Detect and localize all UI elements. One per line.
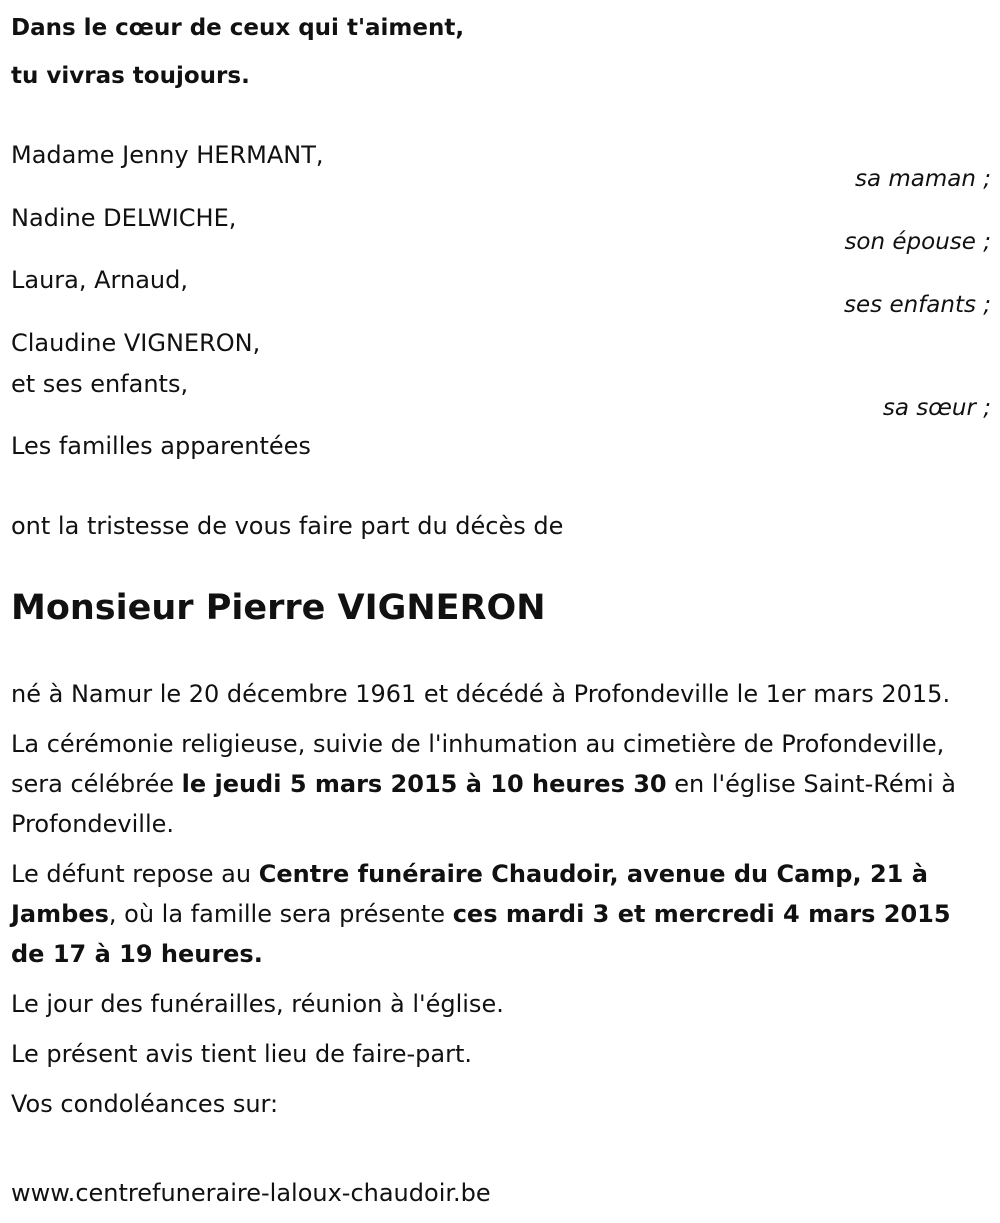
rest-dates: ces mardi 3 et mercredi 4 mars 2015 de 17 à 19 heures. (11, 900, 951, 968)
condolences-paragraph: Vos condoléances sur: (11, 1090, 279, 1118)
quote-line-1: Dans le cœur de ceux qui t'aiment, (11, 15, 465, 41)
birth-death-paragraph: né à Namur le 20 décembre 1961 et décédé à Profondeville le 1er mars 2015. (11, 680, 951, 708)
meeting-paragraph: Le jour des funérailles, réunion à l'église. (11, 990, 504, 1018)
family-relatives: Les familles apparentées (11, 432, 311, 460)
family-member-sister-children: et ses enfants, (11, 370, 189, 398)
family-role-hermant: sa maman ; (854, 166, 991, 192)
rest-text-mid: , où la famille sera présente (108, 900, 453, 928)
deceased-name: Monsieur Pierre VIGNERON (11, 588, 546, 628)
rest-text-pre: Le défunt repose au (11, 860, 259, 888)
ceremony-date: le jeudi 5 mars 2015 à 10 heures 30 (181, 770, 667, 798)
details-block (11, 674, 986, 1134)
rest-place: Centre funéraire Chaudoir, avenue du Camp, 21 à Jambes (11, 860, 928, 928)
family-member-children: Laura, Arnaud, (11, 266, 188, 294)
quote-line-2: tu vivras toujours. (11, 63, 250, 89)
announcement-text: ont la tristesse de vous faire part du décès de (11, 512, 564, 540)
family-member-delwiche: Nadine DELWICHE, (11, 204, 237, 232)
ceremony-text-post: en l'église Saint-Rémi à Profondeville. (11, 770, 956, 838)
family-member-hermant: Madame Jenny HERMANT, (11, 141, 324, 169)
obituary-page (11, 0, 991, 1223)
family-role-sister: sa sœur ; (882, 395, 991, 421)
ceremony-paragraph (11, 724, 986, 844)
family-role-delwiche: son épouse ; (844, 229, 991, 255)
family-role-children: ses enfants ; (844, 292, 991, 318)
family-member-sister: Claudine VIGNERON, (11, 329, 261, 357)
notice-paragraph: Le présent avis tient lieu de faire-part. (11, 1040, 473, 1068)
rest-paragraph (11, 854, 986, 974)
condolences-website-link[interactable]: www.centrefuneraire-laloux-chaudoir.be (11, 1179, 491, 1207)
ceremony-text-pre: La cérémonie religieuse, suivie de l'inhumation au cimetière de Profondeville, sera célébrée (11, 730, 945, 798)
